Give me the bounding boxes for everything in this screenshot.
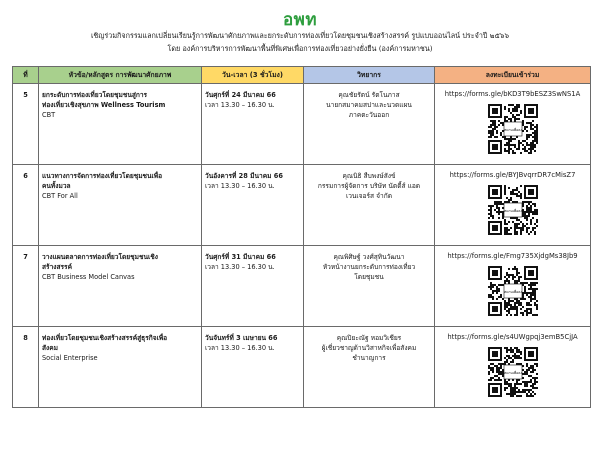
- qr-center-label: สแกนเพื่อลง: [503, 208, 522, 213]
- row-number: 7: [13, 246, 39, 327]
- row-topic: [39, 246, 202, 327]
- registration-link[interactable]: https://forms.gle/BYJBvqrrDR7cMisZ7: [449, 171, 576, 179]
- row-time: เวลา 13.30 – 16.30 น.: [205, 182, 275, 191]
- speaker-role: ภาคตะวันออก: [348, 111, 390, 120]
- speaker-name: คุณชัยรัตน์ รัตโนภาส: [338, 91, 400, 99]
- table-header-row: [13, 67, 591, 84]
- qr-code-icon[interactable]: [488, 104, 538, 154]
- row-date: วันอังคารที่ 28 มีนาคม 66: [205, 172, 283, 180]
- row-datetime: [202, 327, 304, 408]
- logo-dasta: อพท: [282, 10, 318, 30]
- topic-english: CBT: [42, 111, 56, 120]
- row-datetime: [202, 165, 304, 246]
- qr-code-icon[interactable]: [488, 347, 538, 397]
- qr-center-label: สแกนเพื่อลง: [503, 127, 522, 132]
- schedule-table: [12, 66, 591, 408]
- page-subtitle: โดย องค์การบริหารการพัฒนาพื้นที่พิเศษเพื่อการท่องเที่ยวอย่างยั่งยืน (องค์การมหาชน): [167, 44, 433, 53]
- table-row: [13, 84, 591, 165]
- header-register: ลงทะเบียนเข้าร่วม: [435, 67, 591, 84]
- row-register: [435, 327, 591, 408]
- row-topic: [39, 327, 202, 408]
- registration-link[interactable]: https://forms.gle/bKD3T9bESZ3SwNS1A: [444, 90, 581, 98]
- speaker-name: คุณนิธิ สืบพงษ์สังข์: [342, 172, 396, 180]
- row-date: วันศุกร์ที่ 31 มีนาคม 66: [205, 253, 276, 261]
- row-register: [435, 246, 591, 327]
- table-row: [13, 165, 591, 246]
- topic-line: ยกระดับการท่องเที่ยวโดยชุมชนสู่การ: [42, 91, 148, 99]
- qr-code-icon[interactable]: [488, 266, 538, 316]
- topic-english: CBT For All: [42, 192, 78, 201]
- speaker-role: กรรมการผู้จัดการ บริษัท นัตตี้ส์ แอด: [317, 182, 421, 191]
- qr-code-icon[interactable]: [488, 185, 538, 235]
- row-topic: [39, 165, 202, 246]
- speaker-role: ชำนาญการ: [352, 354, 386, 363]
- table-row: [13, 246, 591, 327]
- row-number: 6: [13, 165, 39, 246]
- speaker-role: นายกสมาคมสปาและนวดแผน: [326, 101, 412, 110]
- table-row: [13, 327, 591, 408]
- topic-line: สังคม: [42, 344, 59, 353]
- page-title: เชิญร่วมกิจกรรมแลกเปลี่ยนเรียนรู้การพัฒนาศักยภาพและยกระดับการท่องเที่ยวโดยชุมชนเชิงสร้างสรรค์ รูปแบบออนไลน์ ประจำปี ๒๕๖๖: [90, 31, 510, 40]
- registration-link[interactable]: https://forms.gle/s4UWgpqj3emB5CjJA: [447, 333, 578, 341]
- header-speaker: วิทยากร: [304, 67, 435, 84]
- row-speaker: [304, 84, 435, 165]
- speaker-name: คุณปิยะณัฐ หอมวิเชียร: [336, 334, 402, 342]
- row-register: [435, 84, 591, 165]
- row-topic: [39, 84, 202, 165]
- topic-line: ท่องเที่ยวโดยชุมชนเชิงสร้างสรรค์สู่ธุรกิจเพื่อ: [42, 334, 168, 342]
- row-datetime: [202, 84, 304, 165]
- header-no: ที่: [13, 67, 39, 84]
- topic-line: วางแผนตลาดการท่องเที่ยวโดยชุมชนเชิง: [42, 253, 158, 261]
- qr-center-label: สแกนเพื่อลง: [503, 370, 522, 375]
- row-time: เวลา 13.30 – 16.30 น.: [205, 101, 275, 110]
- row-time: เวลา 13.30 – 16.30 น.: [205, 344, 275, 353]
- topic-line: สร้างสรรค์: [42, 263, 73, 272]
- speaker-role: เวนเจอร์ส จำกัด: [345, 192, 393, 201]
- topic-line: ท่องเที่ยวเชิงสุขภาพ Wellness Tourism: [42, 101, 166, 110]
- row-speaker: [304, 327, 435, 408]
- header-date: วัน-เวลา (3 ชั่วโมง): [202, 67, 304, 84]
- speaker-role: โดยชุมชน: [354, 273, 384, 282]
- row-number: 5: [13, 84, 39, 165]
- topic-line: แนวทางการจัดการท่องเที่ยวโดยชุมชนเพื่อ: [42, 172, 163, 180]
- speaker-role: หัวหน้างานยกระดับการท่องเที่ยว: [322, 263, 416, 272]
- row-speaker: [304, 165, 435, 246]
- row-speaker: [304, 246, 435, 327]
- registration-link[interactable]: https://forms.gle/Fmg735XjdgMs38Jb9: [447, 252, 578, 260]
- speaker-role: ผู้เชี่ยวชาญด้านวิสาหกิจเพื่อสังคม: [321, 344, 417, 353]
- row-time: เวลา 13.30 – 16.30 น.: [205, 263, 275, 272]
- topic-english: CBT Business Model Canvas: [42, 273, 135, 282]
- qr-center-label: สแกนเพื่อลง: [503, 289, 522, 294]
- header-topic: หัวข้อ/หลักสูตร การพัฒนาศักยภาพ: [39, 67, 202, 84]
- topic-english: Social Enterprise: [42, 354, 98, 363]
- row-date: วันจันทร์ที่ 3 เมษายน 66: [205, 334, 278, 342]
- row-number: 8: [13, 327, 39, 408]
- row-datetime: [202, 246, 304, 327]
- row-date: วันศุกร์ที่ 24 มีนาคม 66: [205, 91, 276, 99]
- speaker-name: คุณพิศิษฐ์ วงศ์สุทินวัฒนา: [333, 253, 405, 261]
- row-register: [435, 165, 591, 246]
- topic-line: คนทั้งมวล: [42, 182, 71, 191]
